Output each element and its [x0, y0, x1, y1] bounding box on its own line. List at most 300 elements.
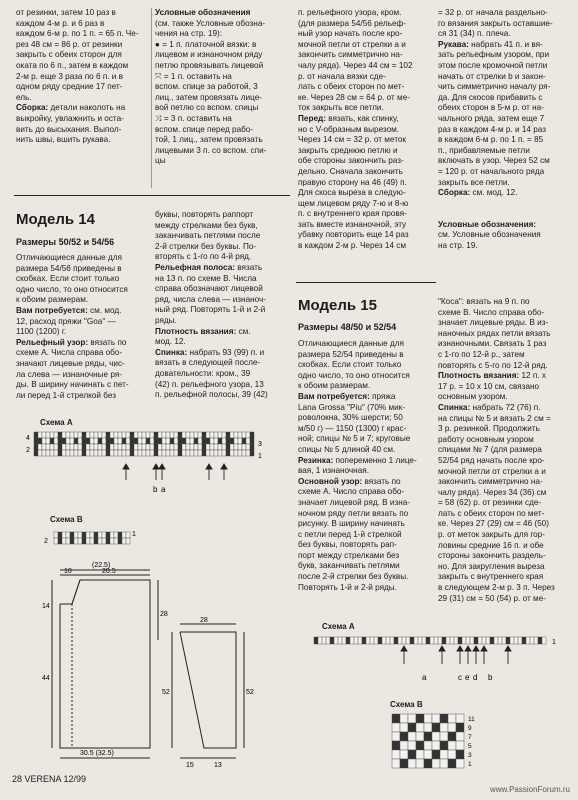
grid-cell [432, 750, 440, 759]
grid-cell [448, 732, 456, 741]
text-span: вязать, как спинку, [325, 113, 399, 123]
text-line: ⤨ = 3 п. оставить на [155, 113, 232, 123]
text-line [298, 456, 433, 467]
text-line: оката по 6 п., затем в каждом [16, 60, 129, 70]
grid-cell [170, 438, 174, 444]
grid-cell [238, 444, 242, 450]
text-line: см. Условные обозначения [438, 230, 541, 240]
text-line: скобках. Если стоит только [298, 360, 402, 370]
grid-cell [78, 532, 82, 538]
grid-cell [50, 432, 54, 438]
grid-cell [222, 450, 226, 456]
text-line: 2-м р. еще 3 раза по 6 п. и в [16, 71, 124, 81]
model15-col4-text [438, 297, 572, 604]
text-span: 12 п. х [519, 371, 546, 381]
grid-cell [106, 432, 110, 438]
assembly-label: Сборка: [16, 103, 49, 113]
grid-cell [346, 637, 350, 644]
grid-cell [86, 444, 90, 450]
col4-top-text [438, 8, 570, 252]
grid-cell [318, 637, 322, 644]
grid-cell [154, 450, 158, 456]
grid-cell [250, 438, 254, 444]
grid-cell [454, 637, 458, 644]
text-line: закрыть с внутреннего края [438, 572, 544, 582]
dim-bottom: 30.5 (32.5) [80, 750, 114, 757]
grid-cell [50, 438, 54, 444]
grid-cell [408, 741, 416, 750]
grid-cell [440, 759, 448, 768]
text-line: 2-й стрелки без буквы. По- [155, 241, 257, 251]
text-line: наночных рядах петли вязать [438, 328, 551, 338]
schema-b15-row-11: 11 [468, 716, 475, 723]
grid-cell [74, 532, 78, 538]
grid-cell [362, 637, 366, 644]
text-line: ный узор начать после кро- [298, 29, 403, 39]
legend-heading: Условные обозначения [155, 8, 251, 17]
text-span: см. [236, 326, 251, 336]
sleeves-label: Рукава: [438, 39, 469, 49]
grid-cell [408, 750, 416, 759]
dim-sleeve-bottom-a: 15 [186, 762, 194, 769]
schema-b15-row-5: 5 [468, 743, 472, 750]
text-line: порт между стрелками без [298, 550, 400, 560]
grid-cell [408, 714, 416, 723]
grid-cell [154, 438, 158, 444]
grid-cell [158, 432, 162, 438]
text-line: работу основным узором [438, 434, 534, 444]
grid-cell [400, 723, 408, 732]
grid-cell [218, 438, 222, 444]
dim-top-a: 10 [64, 568, 72, 575]
grid-cell [158, 444, 162, 450]
grid-cell [78, 444, 82, 450]
grid-cell [202, 444, 206, 450]
text-line: ● = 1 п. платочной вязки: в [155, 39, 257, 49]
grid-cell [408, 732, 416, 741]
col3-top-text [298, 8, 433, 252]
grid-cell [486, 637, 490, 644]
text-span: см. мод. [87, 305, 122, 315]
grid-cell [54, 532, 58, 538]
spacer [438, 209, 570, 220]
grid-cell [130, 438, 134, 444]
grid-cell [238, 450, 242, 456]
grid-cell [122, 532, 126, 538]
grid-cell [98, 444, 102, 450]
text-line: этом после кромочной петли [438, 60, 548, 70]
grid-cell [38, 450, 42, 456]
arrow-head-icon [123, 464, 129, 469]
grid-cell [526, 637, 530, 644]
sleeve-outline [180, 632, 236, 748]
text-line: стороны закончить раздель- [438, 551, 546, 561]
text-line: Для скоса выреза в следую- [298, 188, 406, 198]
grid-cell [374, 637, 378, 644]
grid-cell [206, 450, 210, 456]
grid-cell [98, 538, 102, 544]
dim-sleeve-top: 28 [200, 617, 208, 624]
text-line: на стр. 19. [438, 241, 478, 251]
grid-cell [66, 450, 70, 456]
grid-cell [154, 444, 158, 450]
grid-cell [102, 432, 106, 438]
dim-top-total: (22.5) [92, 562, 111, 569]
need-label: Вам потребуется: [298, 391, 370, 401]
grid-cell [150, 444, 154, 450]
grid-cell [190, 450, 194, 456]
grid-cell [466, 637, 470, 644]
text-line: дельно. Сначала закончить [298, 166, 403, 176]
text-line: лать с обеих сторон по мет- [298, 82, 405, 92]
grid-cell [534, 637, 538, 644]
text-line: п., прибавляемые петли [438, 145, 530, 155]
text-line: 52/54 ряд начать после кро- [438, 455, 545, 465]
text-line [155, 263, 290, 274]
legend-heading: Условные обозначения: [438, 219, 537, 229]
grid-cell [126, 538, 130, 544]
text-line: мочной петли от стрелки a и [438, 466, 546, 476]
grid-cell [326, 637, 330, 644]
text-line [155, 348, 290, 359]
schema-b15-title: Схема B [390, 700, 423, 709]
grid-cell [392, 732, 400, 741]
arrow-head-icon [505, 646, 511, 651]
grid-cell [174, 444, 178, 450]
grid-cell [134, 432, 138, 438]
text-line: ⤧ = 1 п. оставить на [155, 71, 232, 81]
grid-cell [122, 444, 126, 450]
text-line: 17 р. = 10 х 10 см, связано [438, 381, 540, 391]
grid-cell [110, 450, 114, 456]
grid-cell [198, 432, 202, 438]
grid-cell [106, 538, 110, 544]
text-line: вить до высыхания. Выпол- [16, 124, 122, 134]
text-line: ке. Через 28 см = 64 р. от ме- [298, 92, 410, 102]
grid-cell [456, 750, 464, 759]
arrow-head-icon [401, 646, 407, 651]
text-line: 12, расход пряжи "Goa" — [16, 316, 116, 326]
grid-cell [182, 450, 186, 456]
text-line: с 1-го по 12-й р., затем [438, 349, 525, 359]
grid-cell [210, 438, 214, 444]
grid-cell [170, 444, 174, 450]
grid-cell [98, 450, 102, 456]
grid-cell [78, 438, 82, 444]
grid-cell [194, 450, 198, 456]
schema-a15-letter-c: c [458, 673, 462, 682]
grid-cell [114, 450, 118, 456]
text-line: основным узором. [438, 392, 508, 402]
model14-col1-text [16, 253, 151, 401]
grid-cell [170, 432, 174, 438]
grid-cell [432, 723, 440, 732]
text-line: ряды. [155, 315, 177, 325]
text-line: 3 р. резинкой. Продолжить [438, 424, 540, 434]
text-line: зать вместе изнаночной, эту [298, 219, 407, 229]
text-line: размера 52/54 приведены в [298, 349, 404, 359]
grid-cell [74, 538, 78, 544]
grid-cell [434, 637, 438, 644]
grid-cell [222, 432, 226, 438]
back-label: Спинка: [155, 347, 188, 357]
grid-cell [322, 637, 326, 644]
text-line: го вязания закрыть оставшие- [438, 18, 553, 28]
grid-cell [34, 438, 38, 444]
text-line: убавку повторить еще 14 раз [298, 230, 409, 240]
schema-b14-chart [44, 528, 144, 552]
grid-cell [82, 438, 86, 444]
text-line: петлю провязывать лицевой [155, 60, 264, 70]
grid-cell [214, 438, 218, 444]
grid-cell [122, 432, 126, 438]
grid-cell [490, 637, 494, 644]
grid-cell [54, 432, 58, 438]
text-line [298, 392, 433, 403]
grid-cell [174, 450, 178, 456]
grid-cell [392, 759, 400, 768]
grid-cell [90, 532, 94, 538]
text-span: набрать 41 п. и вя- [468, 39, 543, 49]
schema-a14-row-left-4: 4 [26, 435, 30, 442]
grid-cell [242, 450, 246, 456]
grid-cell [400, 732, 408, 741]
text-line: вязать в следующей после- [155, 358, 261, 368]
text-line: начать от стрелки b и закон- [438, 71, 546, 81]
text-line: роволокна, 30% шерсти; 50 [298, 413, 403, 423]
grid-cell [42, 432, 46, 438]
grid-cell [450, 637, 454, 644]
text-line: без буквы, повторять рап- [298, 540, 397, 550]
grid-cell [62, 532, 66, 538]
grid-cell [66, 432, 70, 438]
grid-cell [514, 637, 518, 644]
grid-cell [392, 714, 400, 723]
text-line: включать в узор. Через 52 см [438, 156, 550, 166]
grid-cell [114, 444, 118, 450]
grid-cell [400, 741, 408, 750]
grid-cell [50, 450, 54, 456]
grid-cell [70, 450, 74, 456]
text-line: выкройку, увлажнить и оста- [16, 113, 124, 123]
grid-cell [178, 444, 182, 450]
text-span: вязать по [362, 476, 401, 486]
text-line: схеме A. Числа справа обо- [16, 348, 123, 358]
grid-cell [34, 450, 38, 456]
text-line: букв, заканчивать петлями [298, 561, 400, 571]
model15-col3-text [298, 339, 433, 593]
grid-cell [54, 438, 58, 444]
grid-cell [478, 637, 482, 644]
arrow-head-icon [206, 464, 212, 469]
grid-cell [354, 637, 358, 644]
schema-b15-row-7: 7 [468, 734, 472, 741]
grid-cell [226, 432, 230, 438]
text-line: Отличающиеся данные для [16, 253, 122, 262]
text-line: Lana Grossa "Piu" (70% мик- [298, 402, 405, 412]
grid-cell [66, 444, 70, 450]
grid-cell [242, 444, 246, 450]
grid-cell [402, 637, 406, 644]
grid-cell [110, 532, 114, 538]
dim-sleeve-right: 52 [246, 689, 254, 696]
grid-cell [422, 637, 426, 644]
grid-cell [58, 432, 62, 438]
schema-a15-letter-d: d [473, 673, 478, 682]
grid-cell [186, 432, 190, 438]
grid-cell [150, 450, 154, 456]
text-line: но. Для закругления выреза [438, 561, 545, 571]
text-line: чалу ряда). Через 34 (36) см [438, 487, 547, 497]
grid-cell [440, 732, 448, 741]
text-line: (см. также Условные обозна- [155, 18, 266, 28]
text-line: (42) п. рельефного узора, 13 [155, 379, 264, 389]
text-line: схеме A. Число справа обо- [298, 487, 405, 497]
text-line: ель. [16, 92, 32, 102]
text-line: закрыть все петли. [438, 177, 510, 187]
text-line: каждом 4-м р. и 6 раз в [16, 18, 105, 28]
grid-cell [456, 723, 464, 732]
grid-cell [118, 538, 122, 544]
schema-b14-row-right: 1 [132, 531, 136, 538]
schema-a14-row-right-1: 1 [258, 453, 262, 460]
schema-a14-letter-a: a [161, 485, 166, 494]
text-line: м/50 г) — 1150 (1300) г крас- [298, 423, 407, 433]
grid-cell [182, 444, 186, 450]
text-line: лицевыми 3 п. со вспом. спи- [155, 145, 267, 155]
model15-sizes: Размеры 48/50 и 52/54 [298, 322, 397, 332]
text-line: = 58 (62) р. от резинки сде- [438, 498, 542, 508]
grid-cell [250, 432, 254, 438]
grid-cell [392, 741, 400, 750]
grid-cell [456, 732, 464, 741]
dim-sleeve-left: 52 [162, 689, 170, 696]
grid-cell [246, 450, 250, 456]
grid-cell [190, 444, 194, 450]
grid-cell [126, 444, 130, 450]
text-line: после 2-й стрелки без буквы. [298, 572, 409, 582]
grid-cell [62, 444, 66, 450]
grid-cell [234, 432, 238, 438]
grid-cell [440, 723, 448, 732]
grid-cell [416, 759, 424, 768]
arrow-head-icon [439, 646, 445, 651]
grid-cell [416, 714, 424, 723]
grid-cell [424, 732, 432, 741]
grid-cell [218, 432, 222, 438]
schema-b15-chart [388, 712, 484, 772]
grid-cell [438, 637, 442, 644]
text-line: ли перед 1-й стрелкой без [16, 390, 116, 400]
schema-a15-row-right: 1 [552, 639, 556, 646]
grid-cell [314, 637, 318, 644]
grid-cell [110, 538, 114, 544]
model14-title: Модель 14 [16, 211, 95, 228]
text-line: закончить симметрично на- [438, 477, 543, 487]
text-line: спицы № 5 длиной 40 см. [298, 444, 396, 454]
grid-cell [334, 637, 338, 644]
grid-cell [386, 637, 390, 644]
grid-cell [210, 444, 214, 450]
grid-cell [82, 450, 86, 456]
text-line: = 32 р. от начала раздельно- [438, 8, 548, 17]
grid-cell [46, 432, 50, 438]
text-line: мод. 12. [155, 337, 186, 347]
grid-cell [142, 432, 146, 438]
dim-left-44: 44 [42, 675, 50, 682]
grid-cell [70, 538, 74, 544]
grid-cell [62, 432, 66, 438]
text-line: зать рельефным узором, при [438, 50, 550, 60]
grid-cell [142, 444, 146, 450]
grid-cell [154, 432, 158, 438]
grid-cell [424, 714, 432, 723]
grid-cell [62, 538, 66, 544]
grid-cell [70, 444, 74, 450]
grid-cell [66, 532, 70, 538]
grid-cell [226, 438, 230, 444]
grid-cell [90, 432, 94, 438]
grid-cell [106, 450, 110, 456]
grid-cell [142, 450, 146, 456]
grid-cell [390, 637, 394, 644]
text-line: рез 48 см = 86 р. от резинки [16, 39, 123, 49]
grid-cell [530, 637, 534, 644]
grid-cell [86, 538, 90, 544]
schema-a14-arrows [123, 464, 227, 480]
grid-cell [246, 438, 250, 444]
grid-cell [494, 637, 498, 644]
grid-cell [102, 538, 106, 544]
grid-cell [126, 438, 130, 444]
model14-sizes: Размеры 50/52 и 54/56 [16, 237, 115, 247]
grid-cell [186, 444, 190, 450]
grid-cell [122, 538, 126, 544]
text-line: той, 1 лиц., затем провязать [155, 135, 263, 145]
grid-cell [342, 637, 346, 644]
grid-cell [42, 438, 46, 444]
text-line: ной; спицы № 5 и 7; круговые [298, 434, 411, 444]
grid-cell [58, 538, 62, 544]
grid-cell [166, 432, 170, 438]
text-span: попеременно 1 лице- [333, 455, 417, 465]
schema-a14-chart [22, 430, 268, 500]
grid-cell [518, 637, 522, 644]
grid-cell [94, 432, 98, 438]
grid-cell [106, 444, 110, 450]
arrow-head-icon [481, 646, 487, 651]
text-line: да. Для скосов прибавить с [438, 92, 543, 102]
grid-cell [66, 538, 70, 544]
text-line: "Коса": вязать на 9 п. по [438, 297, 530, 306]
schema-b14-grid [54, 532, 130, 544]
text-span: вязать [234, 262, 263, 272]
grid-cell [98, 432, 102, 438]
text-line: скобках. Если стоит только [16, 274, 120, 284]
grid-cell [250, 444, 254, 450]
grid-cell [210, 432, 214, 438]
grid-cell [50, 444, 54, 450]
grid-cell [74, 432, 78, 438]
grid-cell [118, 444, 122, 450]
grid-cell [190, 432, 194, 438]
text-line: ночном ряду петли вязать по [298, 508, 409, 518]
text-line: довательности: кром., 39 [155, 368, 251, 378]
garment-pattern-14 [40, 560, 280, 770]
text-line: с петли перед 1-й стрелкой [298, 529, 402, 539]
text-line: к обоим размерам. [298, 381, 371, 391]
text-line: повторять с 5-го по 12-й ряд. [438, 360, 548, 370]
